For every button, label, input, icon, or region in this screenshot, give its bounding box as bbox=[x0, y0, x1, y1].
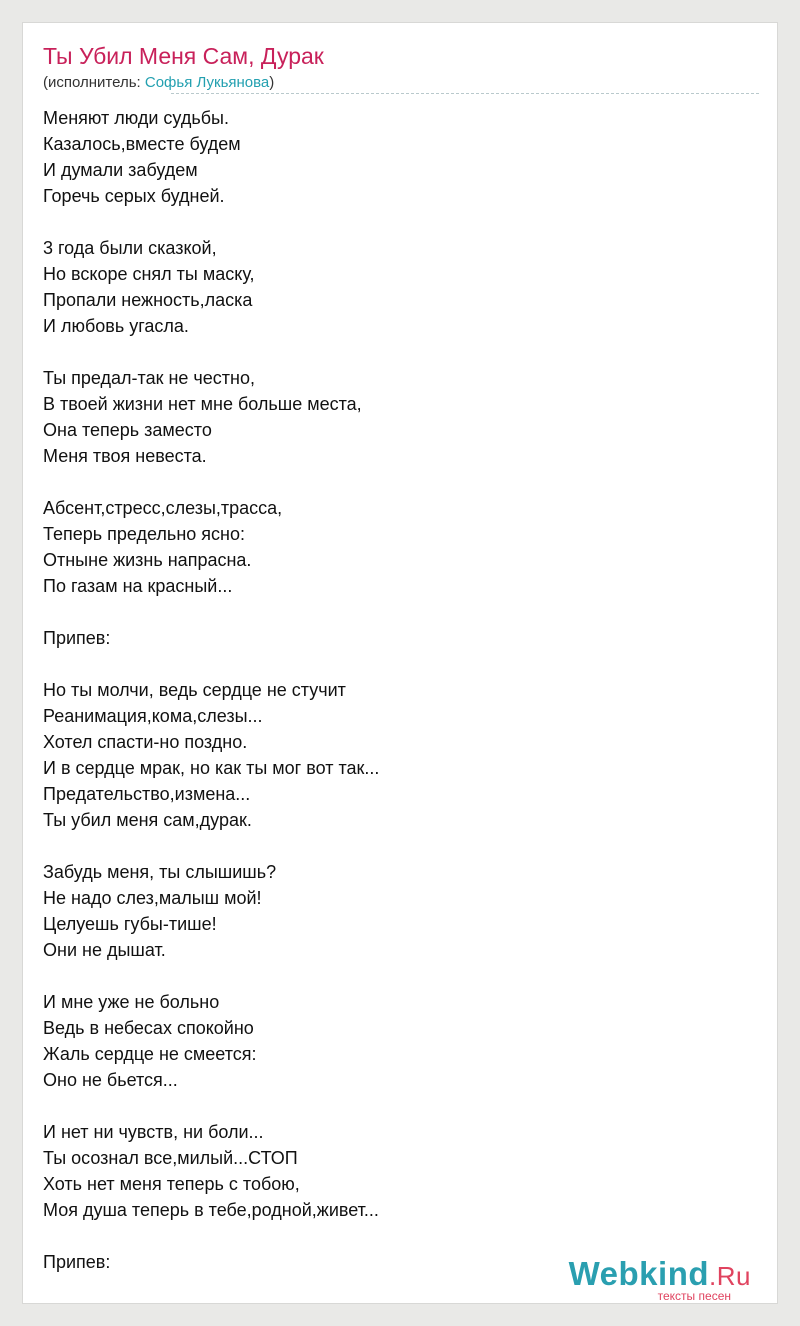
lyric-line bbox=[43, 339, 763, 365]
logo-suffix: .Ru bbox=[709, 1261, 751, 1291]
logo-name: Webkind bbox=[568, 1255, 710, 1292]
lyric-line: Отныне жизнь напрасна. bbox=[43, 550, 252, 570]
lyric-line bbox=[43, 599, 763, 625]
lyric-line: Теперь предельно ясно: bbox=[43, 524, 245, 544]
site-logo[interactable] bbox=[568, 1255, 751, 1303]
lyrics-text bbox=[43, 105, 763, 1275]
lyric-line: Они не дышат. bbox=[43, 940, 166, 960]
lyric-line: Меняют люди судьбы. bbox=[43, 108, 229, 128]
lyric-line: Моя душа теперь в тебе,родной,живет... bbox=[43, 1200, 379, 1220]
lyric-line: Хоть нет меня теперь с тобою, bbox=[43, 1174, 300, 1194]
lyric-line: Горечь серых будней. bbox=[43, 186, 225, 206]
lyric-line: И любовь угасла. bbox=[43, 316, 189, 336]
lyric-line: И мне уже не больно bbox=[43, 992, 220, 1012]
lyric-line: Припев: bbox=[43, 628, 111, 648]
lyric-line: И думали забудем bbox=[43, 160, 198, 180]
lyric-line: Предательство,измена... bbox=[43, 784, 251, 804]
lyric-line bbox=[43, 1093, 763, 1119]
lyric-line: Оно не бьется... bbox=[43, 1070, 178, 1090]
lyric-line: Меня твоя невеста. bbox=[43, 446, 207, 466]
lyrics-card bbox=[22, 22, 778, 1304]
lyric-line: По газам на красный... bbox=[43, 576, 233, 596]
lyric-line: Реанимация,кома,слезы... bbox=[43, 706, 263, 726]
lyric-line: 3 года были сказкой, bbox=[43, 238, 217, 258]
lyric-line: Пропали нежность,ласка bbox=[43, 290, 253, 310]
title-divider bbox=[171, 93, 759, 94]
lyric-line: Ведь в небесах спокойно bbox=[43, 1018, 254, 1038]
lyric-line bbox=[43, 209, 763, 235]
lyric-line: Хотел спасти-но поздно. bbox=[43, 732, 248, 752]
artist-suffix: ) bbox=[269, 74, 275, 91]
lyric-line: Целуешь губы-тише! bbox=[43, 914, 217, 934]
lyric-line bbox=[43, 833, 763, 859]
lyric-line: Но ты молчи, ведь сердце не стучит bbox=[43, 680, 346, 700]
lyric-line bbox=[43, 963, 763, 989]
lyric-line: Припев: bbox=[43, 1252, 111, 1272]
song-title: Ты Убил Меня Сам, Дурак bbox=[43, 43, 324, 69]
artist-line bbox=[43, 74, 274, 91]
artist-link[interactable]: Софья Лукьянова bbox=[144, 74, 270, 91]
lyric-line: Забудь меня, ты слышишь? bbox=[43, 862, 277, 882]
lyric-line: В твоей жизни нет мне больше места, bbox=[43, 394, 362, 414]
lyric-line: Но вскоре снял ты маску, bbox=[43, 264, 255, 284]
lyric-line: Она теперь заместо bbox=[43, 420, 212, 440]
lyric-line: И нет ни чувств, ни боли... bbox=[43, 1122, 264, 1142]
lyric-line bbox=[43, 469, 763, 495]
lyric-line: И в сердце мрак, но как ты мог вот так... bbox=[43, 758, 380, 778]
lyric-line: Жаль сердце не смеется: bbox=[43, 1044, 257, 1064]
lyric-line: Ты осознал все,милый...СТОП bbox=[43, 1148, 298, 1168]
lyric-line: Не надо слез,малыш мой! bbox=[43, 888, 262, 908]
lyric-line: Абсент,стресс,слезы,трасса, bbox=[43, 498, 283, 518]
artist-prefix: (исполнитель: bbox=[43, 74, 145, 91]
lyric-line: Ты предал-так не честно, bbox=[43, 368, 255, 388]
lyric-line bbox=[43, 651, 763, 677]
lyric-line: Ты убил меня сам,дурак. bbox=[43, 810, 252, 830]
lyric-line bbox=[43, 1223, 763, 1249]
logo-tagline: тексты песен bbox=[657, 1289, 731, 1303]
lyric-line: Казалось,вместе будем bbox=[43, 134, 241, 154]
